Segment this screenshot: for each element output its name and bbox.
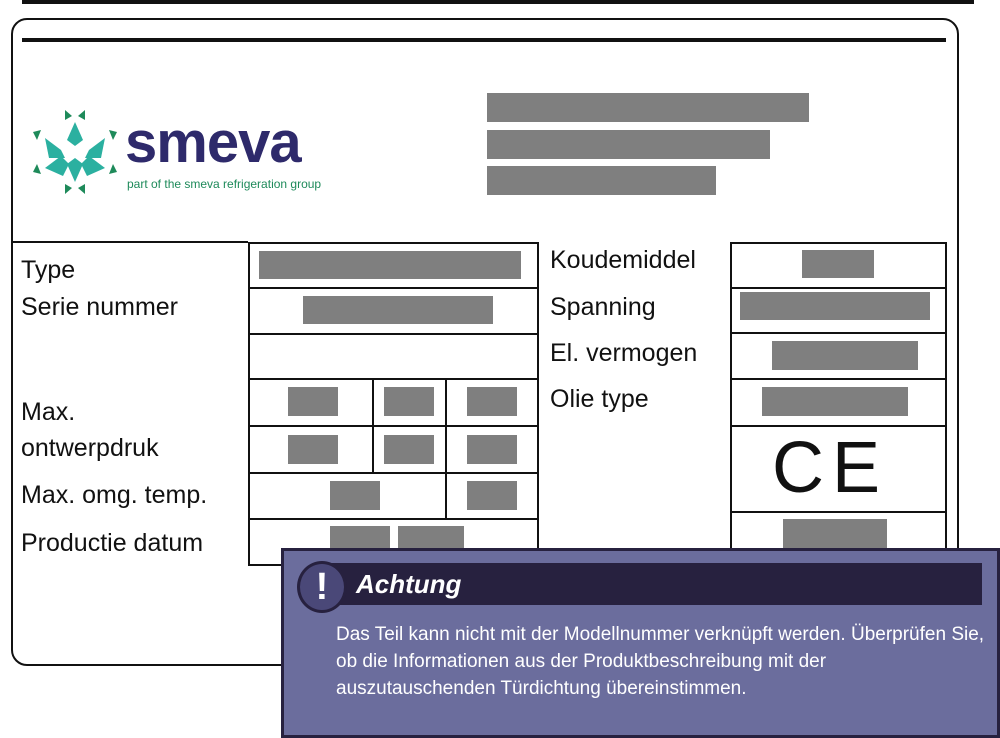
redacted-value — [467, 481, 517, 510]
top-rule — [22, 0, 974, 4]
redacted-line — [487, 93, 809, 122]
ce-mark: CE — [772, 428, 889, 508]
label-max-pressure: Max. ontwerpdruk — [21, 398, 159, 462]
label-max-temp: Max. omg. temp. — [21, 481, 208, 509]
redacted-value — [467, 435, 517, 464]
logo-tagline: part of the smeva refrigeration group — [127, 177, 322, 191]
label-serial: Serie nummer — [21, 293, 178, 321]
smeva-logo — [30, 105, 340, 200]
alert-dialog — [281, 548, 1000, 738]
redacted-value — [259, 251, 521, 279]
redacted-value — [783, 519, 887, 549]
redacted-value — [384, 435, 434, 464]
plate-rule — [22, 38, 946, 42]
label-production-date: Productie datum — [21, 529, 204, 557]
redacted-value — [802, 250, 874, 278]
redacted-value — [772, 341, 918, 370]
redacted-value — [762, 387, 908, 416]
redacted-value — [303, 296, 493, 324]
redacted-value — [288, 435, 338, 464]
redacted-value — [467, 387, 517, 416]
label-power: El. vermogen — [550, 339, 698, 367]
label-refrigerant: Koudemiddel — [550, 246, 696, 274]
label-voltage: Spanning — [550, 293, 656, 321]
redacted-value — [330, 481, 380, 510]
label-type: Type — [21, 256, 76, 284]
logo-wordmark: smeva — [125, 110, 301, 175]
redacted-line — [487, 130, 770, 159]
alert-title: Achtung — [356, 569, 462, 599]
label-oil: Olie type — [550, 385, 649, 413]
alert-message: Das Teil kann nicht mit der Modellnummer verknüpft werden. Überprüfen Sie, ob die Informationen aus der Produktbeschreibung mit der auszutauschenden Türdichtung übereinstimmen. — [336, 624, 985, 699]
table-rule — [11, 241, 248, 243]
redacted-value — [384, 387, 434, 416]
redacted-value — [740, 292, 930, 320]
blank-cell — [248, 333, 539, 380]
redacted-value — [288, 387, 338, 416]
snowflake-icon — [30, 105, 120, 200]
exclamation-icon: ! — [297, 561, 347, 613]
redacted-line — [487, 166, 716, 195]
